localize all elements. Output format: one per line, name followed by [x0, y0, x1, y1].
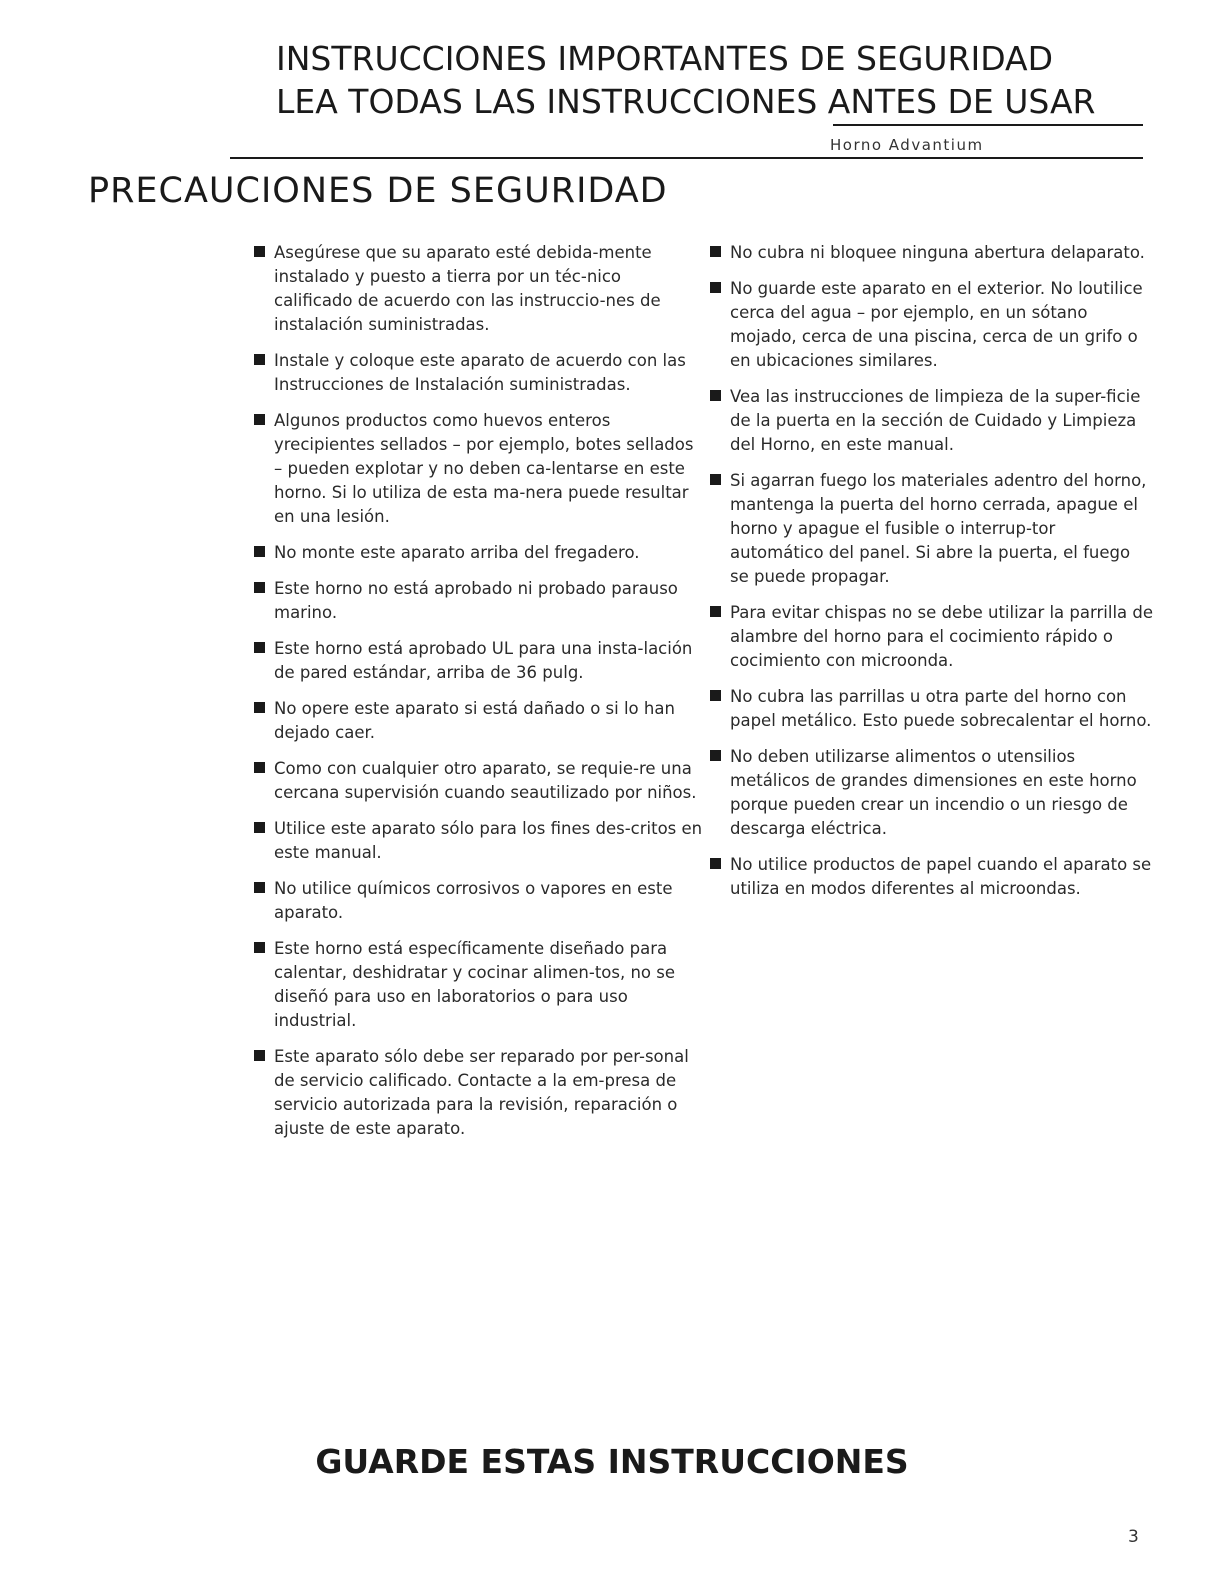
header-title-line2: LEA TODAS LAS INSTRUCCIONES ANTES DE USAR: [276, 82, 1096, 121]
left-column-list: [252, 241, 704, 1153]
list-item-text: Algunos productos como huevos enteros yrecipientes sellados – por ejemplo, botes sellados – pueden explotar y no deben ca-lentarse en este horno. Si lo utiliza de esta ma-nera puede resultar en una lesión.: [274, 411, 694, 526]
square-bullet-icon: [254, 246, 265, 257]
header-rule-top: [833, 124, 1143, 126]
square-bullet-icon: [254, 414, 265, 425]
square-bullet-icon: [254, 882, 265, 893]
square-bullet-icon: [710, 606, 721, 617]
list-item-text: No utilice productos de papel cuando el aparato se utiliza en modos diferentes al microondas.: [730, 855, 1152, 898]
square-bullet-icon: [254, 354, 265, 365]
list-item: [252, 541, 704, 565]
list-item-text: Instale y coloque este aparato de acuerdo con las Instrucciones de Instalación suministradas.: [274, 351, 686, 394]
list-item: [252, 637, 704, 685]
list-item: [252, 937, 704, 1033]
list-item: [252, 757, 704, 805]
square-bullet-icon: [254, 546, 265, 557]
page-number: 3: [1128, 1527, 1139, 1547]
list-item: [252, 697, 704, 745]
list-item-text: No monte este aparato arriba del fregadero.: [274, 543, 640, 562]
list-item: [252, 1045, 704, 1141]
list-item-text: Este horno no está aprobado ni probado parauso marino.: [274, 579, 678, 622]
list-item-text: Vea las instrucciones de limpieza de la super-ficie de la puerta en la sección de Cuidado y Limpieza del Horno, en este manual.: [730, 387, 1141, 454]
list-item: [252, 409, 704, 529]
list-item: [252, 577, 704, 625]
list-item: [708, 241, 1154, 265]
list-item-text: Este horno está aprobado UL para una insta-lación de pared estándar, arriba de 36 pulg.: [274, 639, 693, 682]
square-bullet-icon: [254, 582, 265, 593]
header-rule-bottom: [230, 157, 1143, 159]
list-item-text: Si agarran fuego los materiales adentro del horno, mantenga la puerta del horno cerrada, apague el horno y apague el fusible o interrup-tor automático del panel. Si abre la puerta, el fuego se puede propagar.: [730, 471, 1147, 586]
right-column-list: [708, 241, 1154, 913]
list-item: [252, 241, 704, 337]
list-item-text: Utilice este aparato sólo para los fines des-critos en este manual.: [274, 819, 703, 862]
list-item: [708, 853, 1154, 901]
header-title-line1: INSTRUCCIONES IMPORTANTES DE SEGURIDAD: [276, 39, 1054, 78]
square-bullet-icon: [710, 750, 721, 761]
square-bullet-icon: [710, 474, 721, 485]
list-item-text: Este horno está específicamente diseñado para calentar, deshidratar y cocinar alimen-tos, no se diseñó para uso en laboratorios o para uso industrial.: [274, 939, 676, 1030]
list-item-text: No opere este aparato si está dañado o si lo han dejado caer.: [274, 699, 675, 742]
section-title: PRECAUCIONES DE SEGURIDAD: [88, 171, 668, 211]
list-item-text: No guarde este aparato en el exterior. No loutilice cerca del agua – por ejemplo, en un sótano mojado, cerca de una piscina, cerca de un grifo o en ubicaciones similares.: [730, 279, 1143, 370]
product-name: Horno Advantium: [830, 136, 984, 154]
list-item: [252, 817, 704, 865]
list-item-text: Para evitar chispas no se debe utilizar la parrilla de alambre del horno para el cocimiento rápido o cocimiento con microonda.: [730, 603, 1154, 670]
square-bullet-icon: [254, 642, 265, 653]
list-item-text: Como con cualquier otro aparato, se requie-re una cercana supervisión cuando seautilizado por niños.: [274, 759, 697, 802]
list-item-text: Asegúrese que su aparato esté debida-mente instalado y puesto a tierra por un téc-nico calificado de acuerdo con las instruccio-nes de instalación suministradas.: [274, 243, 661, 334]
list-item-text: No cubra ni bloquee ninguna abertura delaparato.: [730, 243, 1145, 262]
list-item: [252, 349, 704, 397]
list-item: [708, 469, 1154, 589]
list-item: [708, 277, 1154, 373]
square-bullet-icon: [254, 822, 265, 833]
square-bullet-icon: [254, 762, 265, 773]
square-bullet-icon: [710, 858, 721, 869]
square-bullet-icon: [254, 1050, 265, 1061]
list-item: [708, 601, 1154, 673]
square-bullet-icon: [710, 690, 721, 701]
list-item: [252, 877, 704, 925]
list-item: [708, 745, 1154, 841]
save-instructions-title: GUARDE ESTAS INSTRUCCIONES: [315, 1442, 909, 1481]
square-bullet-icon: [254, 702, 265, 713]
list-item: [708, 685, 1154, 733]
list-item-text: No cubra las parrillas u otra parte del horno con papel metálico. Esto puede sobrecalentar el horno.: [730, 687, 1152, 730]
list-item-text: Este aparato sólo debe ser reparado por per-sonal de servicio calificado. Contacte a la em-presa de servicio autorizada para la revisión, reparación o ajuste de este aparato.: [274, 1047, 689, 1138]
square-bullet-icon: [710, 282, 721, 293]
list-item-text: No deben utilizarse alimentos o utensilios metálicos de grandes dimensiones en este horno porque pueden crear un incendio o un riesgo de descarga eléctrica.: [730, 747, 1137, 838]
square-bullet-icon: [254, 942, 265, 953]
list-item: [708, 385, 1154, 457]
square-bullet-icon: [710, 246, 721, 257]
square-bullet-icon: [710, 390, 721, 401]
list-item-text: No utilice químicos corrosivos o vapores en este aparato.: [274, 879, 673, 922]
